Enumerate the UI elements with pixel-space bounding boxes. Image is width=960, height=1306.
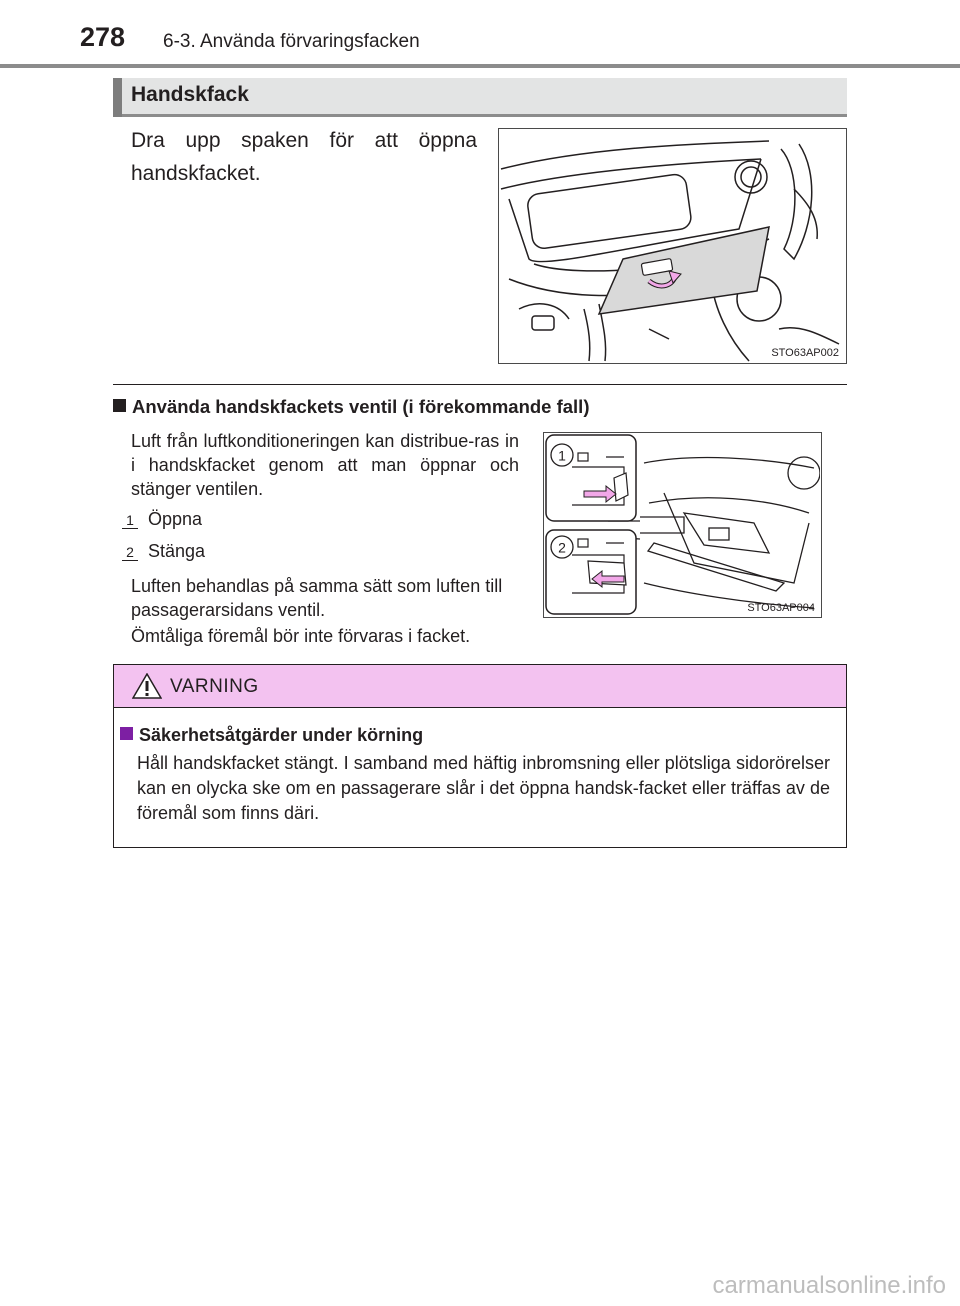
- warning-triangle-icon: [132, 673, 162, 699]
- subsection-heading-text: Använda handskfackets ventil (i förekommande fall): [132, 396, 590, 417]
- warning-title: VARNING: [170, 676, 259, 697]
- warning-text: Håll handskfacket stängt. I samband med häftig inbromsning eller plötsliga sidorörelser kan en olycka ske om en passagerare slår i det öppna handsk-facket eller träffas av de föremål som finns däri.: [137, 753, 830, 823]
- item-label: Stänga: [148, 541, 206, 561]
- section-header: [113, 78, 847, 117]
- item-number: 2: [122, 544, 138, 561]
- item-label: Öppna: [148, 509, 203, 529]
- figure-code: STO63AP004: [747, 602, 815, 614]
- bullet-square-icon: [120, 727, 133, 740]
- figure-code: STO63AP002: [771, 347, 839, 359]
- glovebox-figure: [498, 128, 847, 364]
- subsection-divider: [113, 384, 847, 385]
- warning-subheading: [120, 725, 423, 746]
- chapter-title: 6-3. Använda förvaringsfacken: [163, 31, 420, 52]
- item-number: 1: [122, 512, 138, 529]
- vent-note: Luften behandlas på samma sätt som luften till passagerarsidans ventil.: [131, 576, 503, 620]
- warning-subheading-text: Säkerhetsåtgärder under körning: [139, 725, 424, 745]
- intro-text: Dra upp spaken för att öppna handskfacket.: [131, 129, 477, 185]
- bullet-square-icon: [113, 399, 126, 412]
- vent-figure: [543, 432, 822, 618]
- list-item: [122, 541, 205, 562]
- warning-header: [114, 665, 846, 708]
- watermark: carmanualsonline.info: [712, 1272, 946, 1299]
- figure-label-1: 1: [558, 447, 566, 464]
- vent-illustration: [544, 433, 820, 616]
- dashboard-illustration: [499, 129, 845, 362]
- warning-box: [113, 664, 847, 848]
- header-divider: [0, 64, 960, 68]
- figure-label-2: 2: [558, 539, 566, 556]
- storage-note: Ömtåliga föremål bör inte förvaras i facket.: [131, 626, 471, 646]
- subsection-heading: [113, 396, 590, 418]
- list-item: [122, 509, 202, 530]
- section-title: Handskfack: [131, 83, 249, 106]
- page-number: 278: [80, 22, 126, 52]
- vent-description: Luft från luftkonditioneringen kan distribue-ras in i handskfacket genom att man öppnar och stänger ventilen.: [131, 431, 519, 499]
- section-accent: [113, 78, 122, 117]
